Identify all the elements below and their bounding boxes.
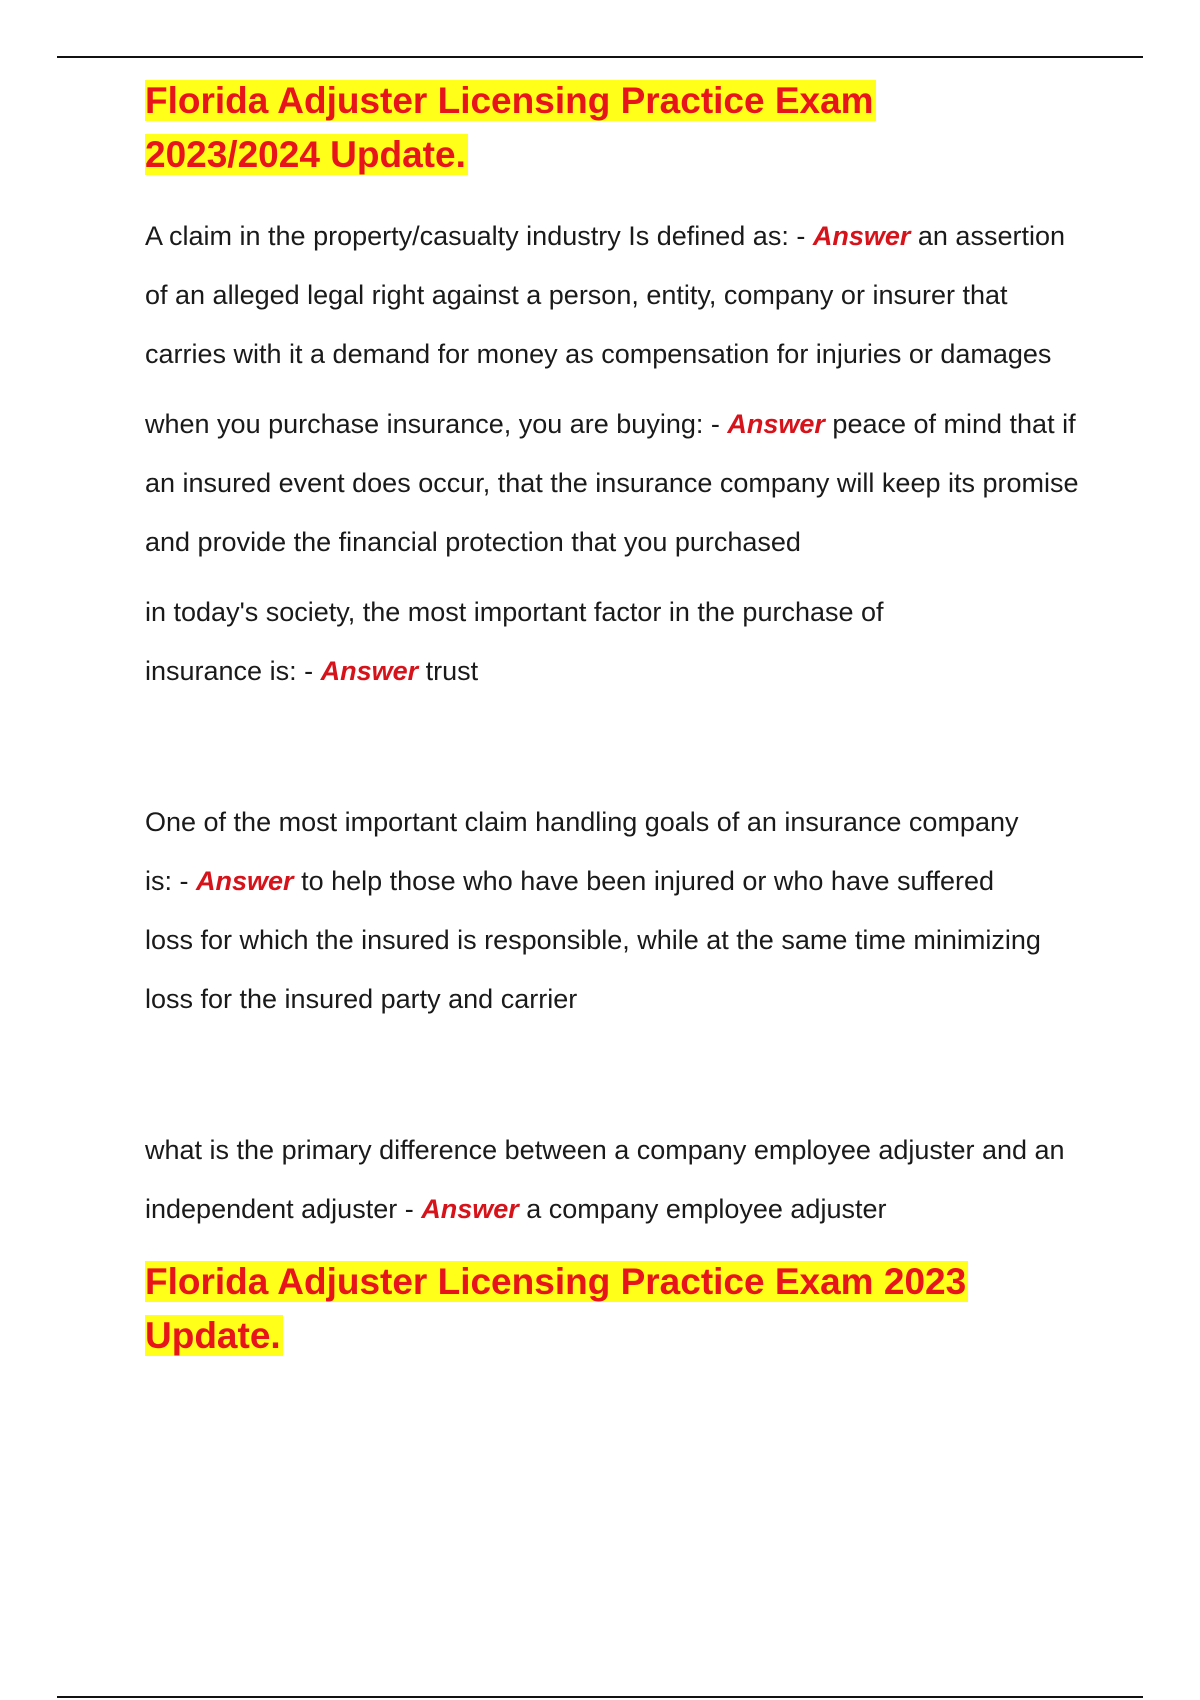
question-text: A claim in the property/casualty industry Is defined as: - bbox=[145, 221, 813, 251]
answer-text: peace of mind that if an insured event does occur, that the insurance company will keep its promise and provide the financial protection that you purchased bbox=[145, 409, 1079, 557]
bottom-rule bbox=[57, 1696, 1143, 1698]
answer-text: trust bbox=[425, 656, 479, 686]
answer-text: to help those who have been injured or who have suffered loss for which the insured is responsible, while at the same time minimizing loss for the insured party and carrier bbox=[145, 866, 1041, 1014]
qa-item bbox=[145, 207, 1085, 384]
answer-label: Answer bbox=[320, 656, 419, 686]
document-title bbox=[145, 74, 905, 182]
answer-text: an assertion of an alleged legal right against a person, entity, company or insurer that carries with it a demand for money as compensation for injuries or damages bbox=[145, 221, 1065, 369]
qa-item bbox=[145, 793, 1045, 1029]
answer-label: Answer bbox=[812, 221, 911, 251]
top-rule bbox=[57, 56, 1143, 58]
qa-item bbox=[145, 583, 975, 701]
section-title-text: Florida Adjuster Licensing Practice Exam 2023 Update. bbox=[145, 1261, 967, 1356]
document-title-text: Florida Adjuster Licensing Practice Exam 2023/2024 Update. bbox=[145, 80, 874, 175]
question-text: what is the primary difference between a company employee adjuster and an independent adjuster - bbox=[145, 1135, 1065, 1224]
answer-label: Answer bbox=[421, 1194, 519, 1224]
answer-label: Answer bbox=[196, 866, 294, 896]
question-text: when you purchase insurance, you are buying: - bbox=[145, 409, 728, 439]
qa-item bbox=[145, 1121, 1085, 1239]
question-text: in today's society, the most important factor in the purchase of insurance is: - bbox=[145, 597, 884, 686]
answer-label: Answer bbox=[727, 409, 825, 439]
answer-text: a company employee adjuster bbox=[526, 1194, 887, 1224]
question-text: One of the most important claim handling goals of an insurance company is: - bbox=[145, 807, 1019, 896]
section-title bbox=[145, 1255, 1005, 1363]
qa-item bbox=[145, 395, 1085, 572]
document-body bbox=[145, 74, 1085, 1363]
